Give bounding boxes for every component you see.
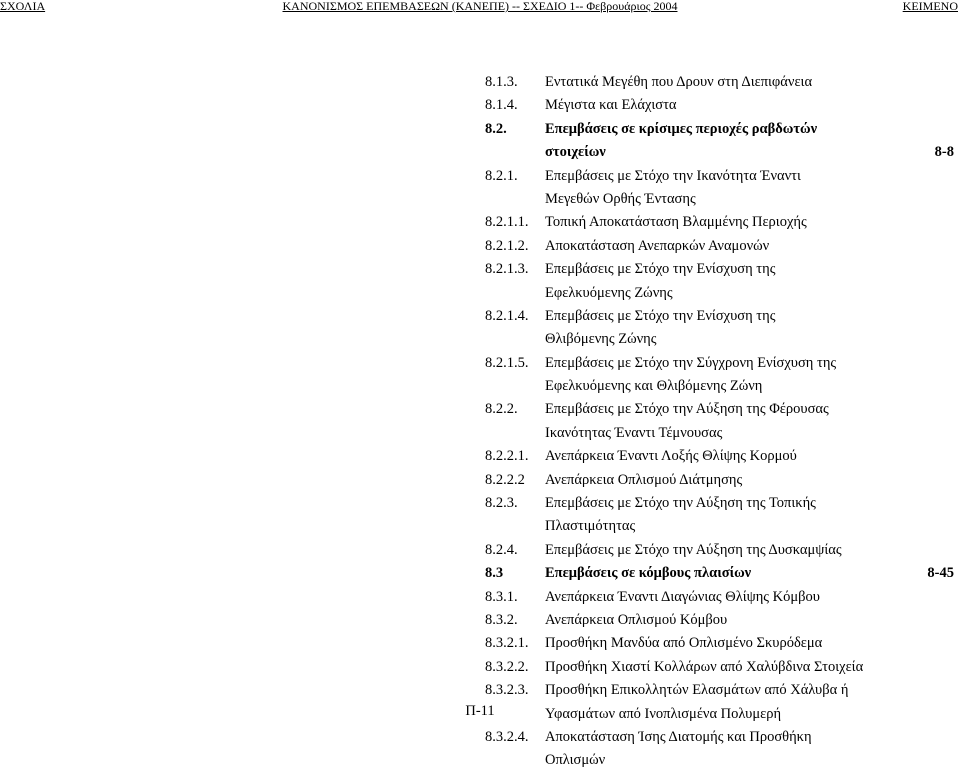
header-right-label: ΚΕΙΜΕΝΟ [902,0,958,13]
toc-entry [485,422,957,445]
toc-entry-number: 8.1.3. [485,74,518,90]
toc-entry-title: Επεμβάσεις σε κόμβους πλαισίων [545,565,752,582]
table-of-contents [485,71,957,773]
toc-entry-title: Θλιβόμενης Ζώνης [545,331,657,348]
toc-entry [485,165,957,188]
toc-entry-title: Αποκατάσταση Ίσης Διατομής και Προσθήκη [545,728,812,745]
toc-entry-title: Επεμβάσεις με Στόχο την Αύξηση της Τοπικής [545,495,816,512]
header-left-label: ΣΧΟΛΙΑ [0,0,46,13]
toc-entry-number: 8.2.2.2 [485,471,525,488]
toc-entry [485,141,957,164]
toc-entry [485,609,957,632]
toc-entry [485,188,957,211]
toc-entry-title: Επεμβάσεις με Στόχο την Αύξηση της Δυσκαμψίας [545,541,842,558]
toc-entry-title: Εφελκυόμενης Ζώνης [545,284,673,301]
toc-entry [485,305,957,328]
toc-entry-title: Πλαστιμότητας [545,518,636,535]
toc-entry [485,469,957,492]
toc-entry [485,679,957,702]
toc-entry-page: 8-8 [934,144,954,161]
toc-entry-number: 8.2.1.2. [485,237,529,254]
toc-entry-number: 8.2. [485,120,507,137]
toc-entry [485,352,957,375]
toc-entry-title: Προσθήκη Χιαστί Κολλάρων από Χαλύβδινα Στοιχεία [545,658,864,675]
toc-entry-title: Οπλισμών [545,752,606,769]
toc-entry-number: 8.2.1.5. [485,354,529,371]
toc-entry-title: Ανεπάρκεια Οπλισμού Διάτμησης [545,471,743,488]
toc-entry-number: 8.2.4. [485,541,518,558]
toc-entry-number: 8.2.1.1. [485,214,529,231]
toc-entry [485,328,957,351]
toc-entry [485,398,957,421]
toc-entry [485,375,957,398]
toc-entry-title: Εφελκυόμενης και Θλιβόμενης Ζώνη [545,378,763,395]
toc-entry-number: 8.3.2.3. [485,682,529,699]
toc-entry-number: 8.3.2.4. [485,728,529,745]
page-number: Π-11 [465,703,495,719]
toc-entry-title: Ανεπάρκεια Οπλισμού Κόμβου [545,611,728,628]
toc-entry [485,445,957,468]
toc-entry-page: 8-45 [927,565,954,582]
toc-entry-number: 8.2.2. [485,401,518,418]
toc-entry-number: 8.2.1.3. [485,261,529,278]
toc-entry [485,726,957,749]
toc-entry-title: Επεμβάσεις με Στόχο την Ικανότητα Έναντι [545,167,801,184]
toc-entry-number: 8.3.2.1. [485,635,529,652]
toc-entry-title: Ικανότητας Έναντι Τέμνουσας [545,424,723,441]
toc-entry-title: Προσθήκη Επικολλητών Ελασμάτων από Χάλυβα ή [545,682,849,699]
toc-entry [485,235,957,258]
toc-entry-number: 8.3.2. [485,611,518,628]
toc-entry-title: Εντατικά Μεγέθη που Δρουν στη Διεπιφάνεια [545,74,813,90]
page-header [0,0,960,14]
toc-entry [485,94,957,117]
toc-entry [485,656,957,679]
header-center-title: ΚΑΝΟΝΙΣΜΟΣ ΕΠΕΜΒΑΣΕΩΝ (ΚΑΝΕΠΕ) -- ΣΧΕΔΙΟ 1-- Φεβρουάριος 2004 [282,0,678,13]
toc-entry [485,749,957,772]
toc-entry [485,492,957,515]
toc-entry-number: 8.3.2.2. [485,658,529,675]
toc-entry [485,586,957,609]
toc-entry [485,211,957,234]
toc-entry-title: Ανεπάρκεια Έναντι Διαγώνιας Θλίψης Κόμβου [545,588,820,605]
toc-entry [485,703,957,726]
toc-entry-title: στοιχείων [545,144,606,161]
toc-entry-title: Επεμβάσεις με Στόχο την Ενίσχυση της [545,261,776,278]
toc-entry-title: Αποκατάσταση Ανεπαρκών Αναμονών [545,237,770,254]
toc-entry [485,539,957,562]
toc-entry-title: Επεμβάσεις με Στόχο την Αύξηση της Φέρουσας [545,401,829,418]
toc-entry-number: 8.2.1.4. [485,307,529,324]
toc-entry-title: Προσθήκη Μανδύα από Οπλισμένο Σκυρόδεμα [545,635,823,652]
toc-entry-number: 8.3.1. [485,588,518,605]
toc-entry [485,258,957,281]
toc-entry-title: Επεμβάσεις σε κρίσιμες περιοχές ραβδωτών [545,120,818,137]
toc-entry [485,282,957,305]
toc-entry-title: Ανεπάρκεια Έναντι Λοξής Θλίψης Κορμού [545,448,797,465]
toc-entry-number: 8.3 [485,565,504,582]
toc-entry-title: Τοπική Αποκατάσταση Βλαμμένης Περιοχής [545,214,807,231]
toc-entry-title: Υφασμάτων από Ινοπλισμένα Πολυμερή [545,705,782,722]
toc-entry-title: Επεμβάσεις με Στόχο την Ενίσχυση της [545,307,776,324]
toc-entry [485,71,957,94]
toc-entry [485,632,957,655]
toc-entry-number: 8.2.1. [485,167,518,184]
toc-entry-number: 8.2.3. [485,495,518,512]
toc-entry-title: Μέγιστα και Ελάχιστα [545,97,677,114]
toc-entry [485,562,957,585]
toc-entry [485,118,957,141]
toc-entry-title: Επεμβάσεις με Στόχο την Σύγχρονη Ενίσχυση της [545,354,837,371]
toc-entry-number: 8.1.4. [485,97,518,114]
toc-entry-title: Μεγεθών Ορθής Έντασης [545,190,696,207]
toc-entry-number: 8.2.2.1. [485,448,529,465]
toc-entry [485,515,957,538]
